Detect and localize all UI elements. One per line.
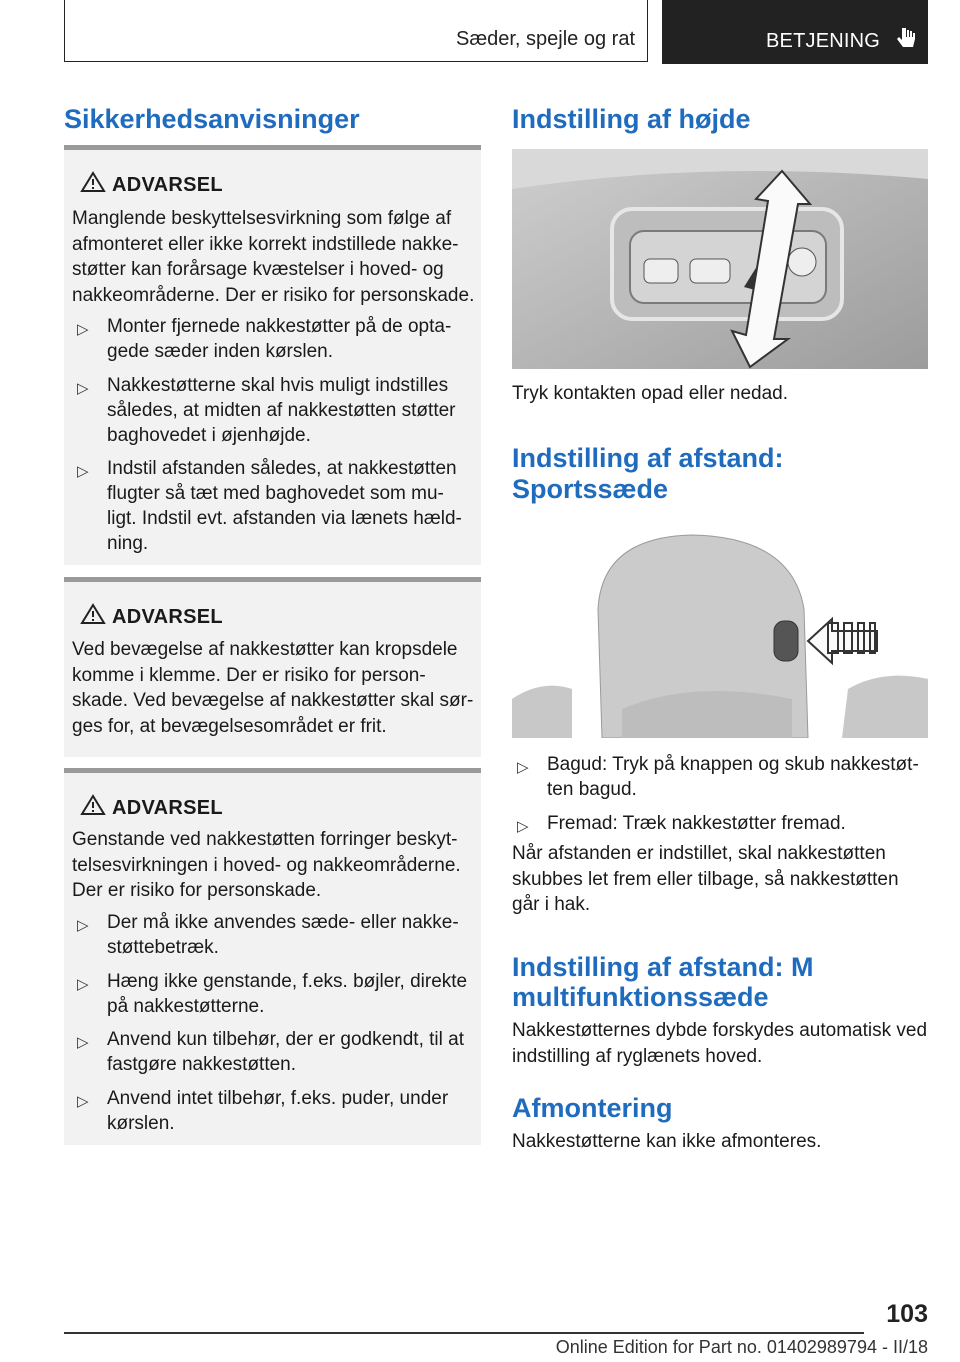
list-item: ▷ Bagud: Tryk på knappen og skub nakkestøt-ten bagud.	[517, 754, 919, 800]
warning-bullets	[72, 910, 472, 1144]
hand-pointer-icon	[894, 26, 918, 52]
warning-box-bar	[64, 145, 481, 150]
warning-triangle-icon	[80, 603, 106, 625]
sport-bullets	[512, 752, 928, 844]
m-seat-heading-line-2: multifunktionssæde	[512, 982, 769, 1012]
warning-box-bar	[64, 768, 481, 773]
header-section-tab	[64, 0, 648, 62]
warning-bullets	[72, 314, 472, 565]
warning-box-2	[64, 577, 481, 757]
height-instruction: Tryk kontakten opad eller nedad.	[512, 383, 789, 404]
bullet-triangle-icon: ▷	[77, 1034, 89, 1051]
list-item: ▷ Monter fjernede nakkestøtter på de opta-gede sæder inden kørslen.	[77, 316, 452, 362]
warning-title: ADVARSEL	[112, 797, 223, 819]
sport-instruction: Når afstanden er indstillet, skal nakkestøtten skubbes let frem eller tilbage, så nakkestøtten går i hak.	[512, 843, 899, 915]
header-chapter-tab	[662, 0, 928, 64]
footer-divider	[64, 1332, 864, 1334]
bullet-triangle-icon: ▷	[77, 379, 89, 397]
seat-height-switch-image	[512, 149, 928, 369]
header-chapter-title: BETJENING	[766, 30, 881, 52]
warning-title: ADVARSEL	[112, 606, 223, 628]
header-section-title: Sæder, spejle og rat	[456, 28, 635, 50]
list-item: ▷ Hæng ikke genstande, f.eks. bøjler, direkte på nakkestøtterne.	[77, 970, 468, 1017]
bullet-triangle-icon: ▷	[517, 817, 529, 835]
list-item: ▷ Indstil afstanden således, at nakkestøtten flugter så tæt med baghovedet som mu-ligt. Indstil evt. afstanden via lænets hæld-ning.	[77, 458, 462, 554]
warning-triangle-icon	[80, 171, 106, 193]
bullet-triangle-icon: ▷	[77, 321, 89, 338]
warning-triangle-icon	[80, 794, 106, 816]
list-item: ▷ Der må ikke anvendes sæde- eller nakke-støttebetræk.	[77, 912, 459, 958]
m-seat-text: Nakkestøtternes dybde forskydes automatisk ved indstilling af ryglænets hoved.	[512, 1020, 928, 1067]
warning-text: Ved bevægelse af nakkestøtter kan kropsdele komme i klemme. Der er risiko for person-skade. Ved bevægelse af nakkestøtter skal sør-ges for, at bevægelsesområdet er frit.	[72, 639, 474, 737]
safety-heading: Sikkerhedsanvisninger	[64, 104, 360, 134]
list-item: ▷ Anvend intet tilbehør, f.eks. puder, under kørslen.	[77, 1087, 449, 1134]
bullet-triangle-icon: ▷	[517, 759, 529, 776]
height-heading: Indstilling af højde	[512, 104, 751, 134]
page-number: 103	[886, 1300, 928, 1328]
warning-text: Manglende beskyttelsesvirkning som følge af afmonteret eller ikke korrekt indstillede nakke-støtter kan forårsage kvæstelser i hoved- og nakkeområderne. Der er risiko for personskade.	[72, 208, 475, 306]
warning-box-bar	[64, 577, 481, 582]
removal-text: Nakkestøtterne kan ikke afmonteres.	[512, 1131, 822, 1152]
page-header	[64, 0, 928, 64]
headrest-image	[512, 529, 928, 738]
removal-heading: Afmontering	[512, 1093, 673, 1123]
warning-title: ADVARSEL	[112, 174, 223, 196]
bullet-triangle-icon: ▷	[77, 917, 89, 934]
warning-text: Genstande ved nakkestøtten forringer beskyt-telsesvirkningen i hoved- og nakkeområderne. Der er risiko for personskade.	[72, 829, 461, 901]
list-item: ▷ Nakkestøtterne skal hvis muligt indstilles således, at midten af nakkestøtten støtter baghovedet i øjenhøjde.	[77, 374, 456, 446]
list-item: ▷ Anvend kun tilbehør, der er godkendt, til at fastgøre nakkestøtten.	[77, 1029, 464, 1075]
bullet-triangle-icon: ▷	[77, 463, 89, 480]
bullet-triangle-icon: ▷	[77, 975, 89, 993]
warning-box-3	[64, 768, 481, 1145]
sport-heading-line-2: Sportssæde	[512, 474, 669, 504]
footer-edition: Online Edition for Part no. 01402989794 - II/18	[555, 1337, 928, 1357]
bullet-triangle-icon: ▷	[77, 1092, 89, 1110]
m-seat-heading-line-1: Indstilling af afstand: M	[512, 952, 814, 982]
warning-box-1	[64, 145, 481, 565]
sport-heading-line-1: Indstilling af afstand:	[512, 443, 784, 473]
list-item: ▷ Fremad: Træk nakkestøtter fremad.	[512, 811, 928, 836]
